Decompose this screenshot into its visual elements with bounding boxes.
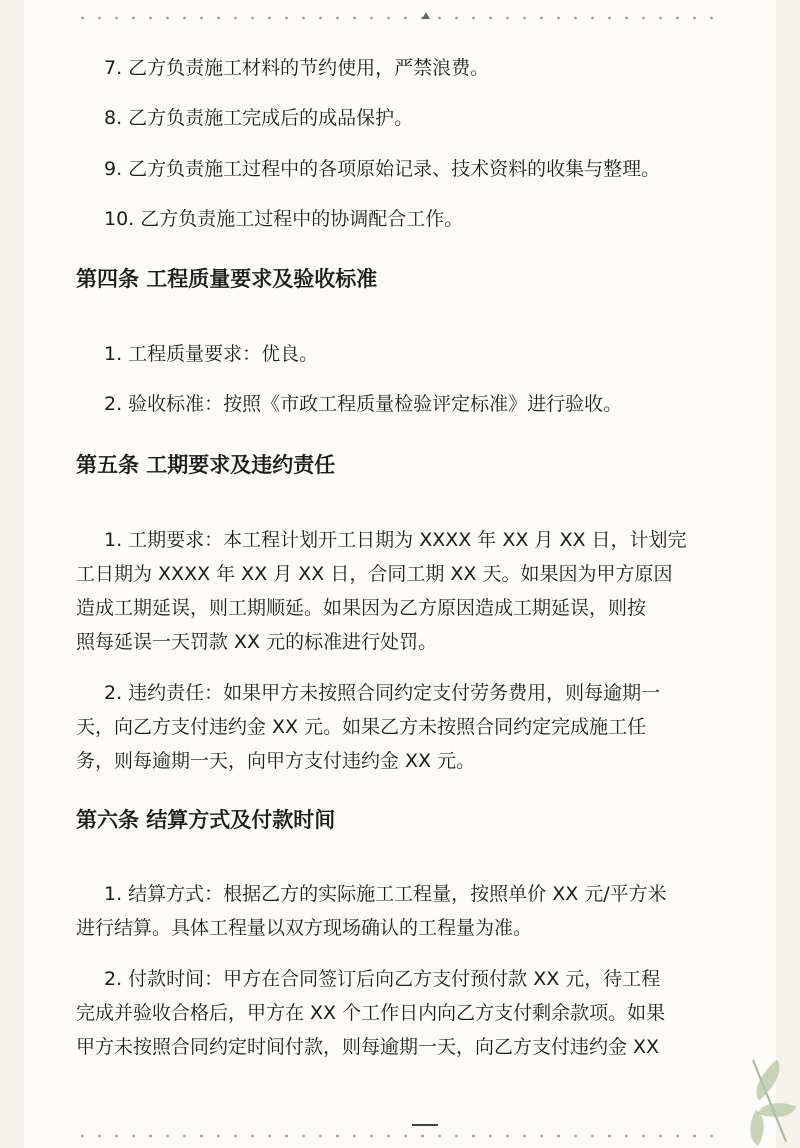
top-dotted-border (74, 14, 726, 22)
paragraph-line: 2. 违约责任：如果甲方未按照合同约定支付劳务费用，则每逾期一 (104, 682, 661, 704)
paragraph-line: 务，则每逾期一天，向甲方支付违约金 XX 元。 (76, 750, 476, 772)
section-heading: 第四条 工程质量要求及验收标准 (76, 267, 378, 291)
list-item: 2. 验收标准：按照《市政工程质量检验评定标准》进行验收。 (104, 393, 623, 415)
bottom-marker-icon (412, 1124, 438, 1126)
paragraph-line: 天，向乙方支付违约金 XX 元。如果乙方未按照合同约定完成施工任 (76, 716, 647, 738)
paragraph-line: 完成并验收合格后，甲方在 XX 个工作日内向乙方支付剩余款项。如果 (76, 1002, 666, 1024)
paragraph-line: 1. 工期要求：本工程计划开工日期为 XXXX 年 XX 月 XX 日，计划完 (104, 529, 687, 551)
section-heading: 第六条 结算方式及付款时间 (76, 808, 336, 832)
paragraph-line: 造成工期延误，则工期顺延。如果因为乙方原因造成工期延误，则按 (76, 597, 647, 619)
paragraph-line: 进行结算。具体工程量以双方现场确认的工程量为准。 (76, 917, 533, 939)
list-item: 10. 乙方负责施工过程中的协调配合工作。 (104, 208, 464, 230)
section-heading: 第五条 工期要求及违约责任 (76, 453, 336, 477)
top-marker-icon (422, 12, 430, 19)
paragraph-line: 2. 付款时间：甲方在合同签订后向乙方支付预付款 XX 元，待工程 (104, 968, 661, 990)
paragraph-line: 工日期为 XXXX 年 XX 月 XX 日，合同工期 XX 天。如果因为甲方原因 (76, 563, 673, 585)
paragraph-line: 照每延误一天罚款 XX 元的标准进行处罚。 (76, 631, 438, 653)
list-item: 9. 乙方负责施工过程中的各项原始记录、技术资料的收集与整理。 (104, 158, 661, 180)
document-page (24, 0, 776, 1148)
list-item: 1. 工程质量要求：优良。 (104, 343, 319, 365)
paragraph-line: 1. 结算方式：根据乙方的实际施工工程量，按照单价 XX 元/平方米 (104, 883, 667, 905)
list-item: 7. 乙方负责施工材料的节约使用，严禁浪费。 (104, 57, 490, 79)
paragraph-line: 甲方未按照合同约定时间付款，则每逾期一天，向乙方支付违约金 XX (76, 1036, 660, 1058)
list-item: 8. 乙方负责施工完成后的成品保护。 (104, 107, 414, 129)
bottom-dotted-border (74, 1132, 726, 1140)
